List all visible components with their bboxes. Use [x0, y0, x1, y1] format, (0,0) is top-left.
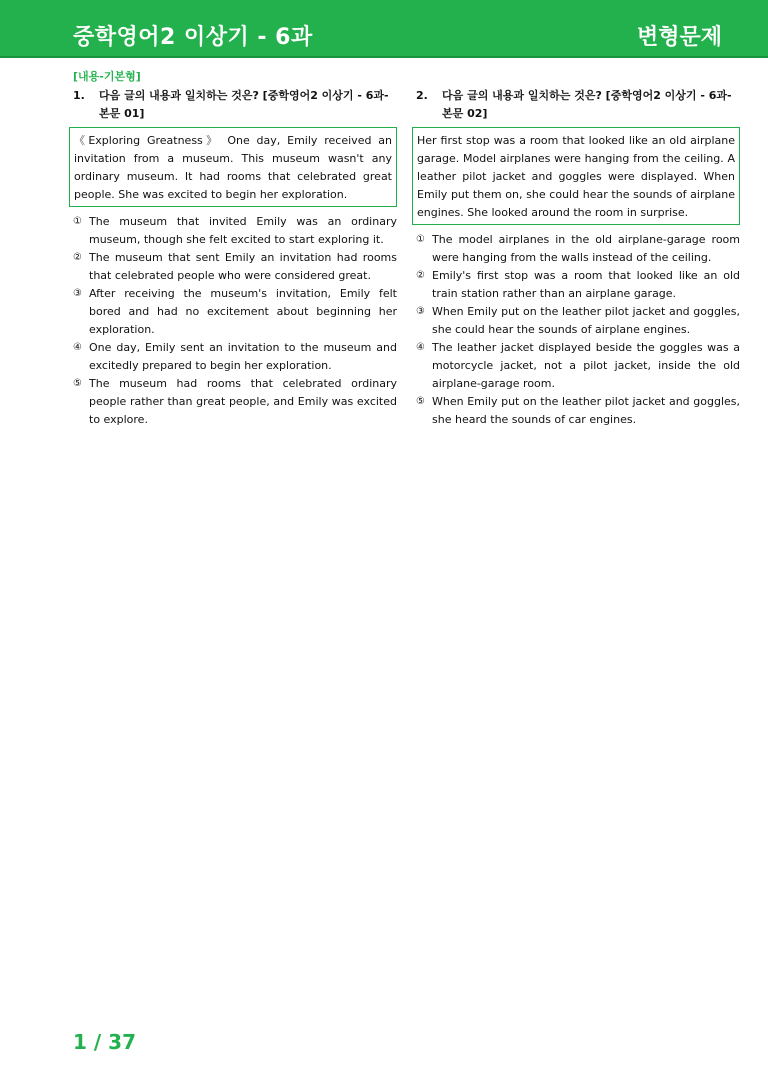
option-item[interactable]	[73, 285, 397, 339]
question-1-prompt: 다음 글의 내용과 일치하는 것은? [중학영어2 이상기 - 6과-본문 01]	[99, 89, 389, 120]
option-text: The museum had rooms that celebrated ordinary people rather than great people, and Emily was excited to explore.	[89, 377, 397, 426]
option-text: When Emily put on the leather pilot jacket and goggles, she heard the sounds of car engines.	[432, 395, 740, 426]
option-item[interactable]	[416, 267, 740, 303]
option-text: The model airplanes in the old airplane-garage room were hanging from the walls instead of the ceiling.	[432, 233, 740, 264]
option-text: After receiving the museum's invitation, Emily felt bored and had no excitement about beginning her exploration.	[89, 287, 397, 336]
question-1-number: 1.	[73, 89, 85, 102]
question-category: [내용-기본형]	[73, 70, 141, 83]
option-item[interactable]	[73, 249, 397, 285]
option-item[interactable]	[416, 339, 740, 393]
question-2-number: 2.	[416, 89, 428, 102]
option-item[interactable]	[73, 213, 397, 249]
option-text: The museum that invited Emily was an ordinary museum, though she felt excited to start exploring it.	[89, 215, 397, 246]
option-item[interactable]	[73, 339, 397, 375]
option-text: Emily's first stop was a room that looked like an old train station rather than an airplane garage.	[432, 269, 740, 300]
question-2-prompt: 다음 글의 내용과 일치하는 것은? [중학영어2 이상기 - 6과-본문 02]	[442, 89, 732, 120]
question-2	[416, 87, 740, 429]
question-2-options	[416, 231, 740, 429]
question-1	[73, 87, 397, 429]
option-mark: ①	[416, 234, 425, 245]
question-2-passage: Her first stop was a room that looked like an old airplane garage. Model airplanes were hanging from the ceiling. A leather pilot jacket and goggles were displayed. When Emily put them on, she could hear the sounds of airplane engines. She looked around the room in surprise.	[412, 127, 740, 225]
question-2-header	[416, 87, 740, 123]
option-mark: ④	[73, 342, 82, 353]
question-1-header	[73, 87, 397, 123]
option-item[interactable]	[73, 375, 397, 429]
document-type: 변형문제	[636, 25, 722, 50]
option-text: The museum that sent Emily an invitation had rooms that celebrated people who were considered great.	[89, 251, 397, 282]
question-1-passage: 《Exploring Greatness》 One day, Emily received an invitation from a museum. This museum wasn't any ordinary museum. It had rooms that celebrated great people. She was excited to begin her exploration.	[69, 127, 397, 207]
option-mark: ⑤	[73, 378, 82, 389]
page-header	[0, 0, 768, 58]
option-mark: ①	[73, 216, 82, 227]
option-item[interactable]	[416, 303, 740, 339]
option-mark: ②	[73, 252, 82, 263]
option-mark: ③	[416, 306, 425, 317]
option-mark: ⑤	[416, 396, 425, 407]
option-text: One day, Emily sent an invitation to the museum and excitedly prepared to begin her exploration.	[89, 341, 397, 372]
option-mark: ④	[416, 342, 425, 353]
document-title: 중학영어2 이상기 - 6과	[73, 25, 313, 50]
option-item[interactable]	[416, 393, 740, 429]
question-1-options	[73, 213, 397, 429]
page-number: 1 / 37	[73, 1030, 136, 1054]
option-text: The leather jacket displayed beside the goggles was a motorcycle jacket, not a pilot jacket, inside the old airplane-garage room.	[432, 341, 740, 390]
option-mark: ②	[416, 270, 425, 281]
option-mark: ③	[73, 288, 82, 299]
option-text: When Emily put on the leather pilot jacket and goggles, she could hear the sounds of airplane engines.	[432, 305, 740, 336]
option-item[interactable]	[416, 231, 740, 267]
